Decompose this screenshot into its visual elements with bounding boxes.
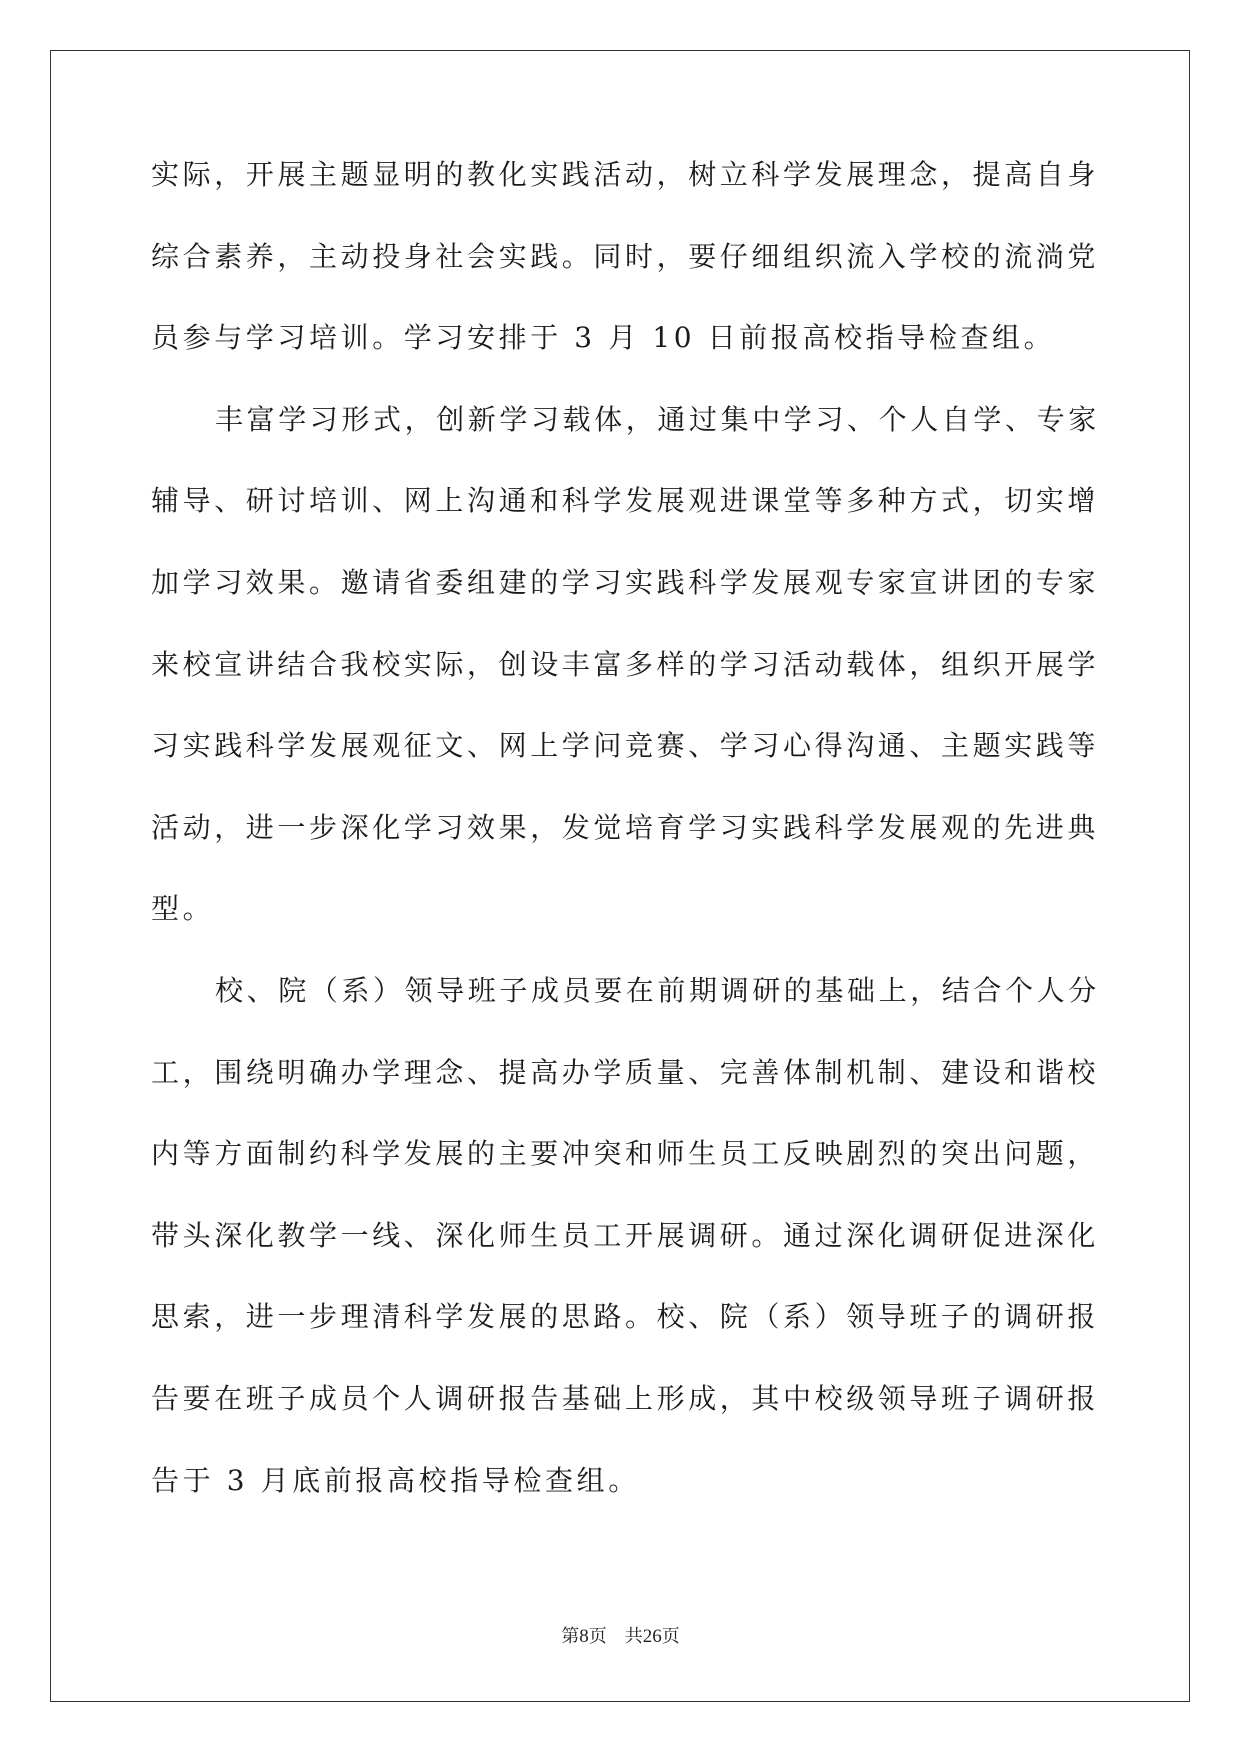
page-number: 8 — [579, 1626, 589, 1647]
text-line: 辅导、研讨培训、网上沟通和科学发展观进课堂等多种方式，切实增 — [151, 484, 1100, 518]
text-line: 实际，开展主题显明的教化实践活动，树立科学发展理念，提高自身 — [151, 158, 1100, 191]
document-body — [151, 158, 1100, 1548]
text-line: 活动，进一步深化学习效果，发觉培育学习实践科学发展观的先进典 — [151, 810, 1100, 844]
text-line: 加学习效果。邀请省委组建的学习实践科学发展观专家宣讲团的专家 — [151, 565, 1100, 599]
text-line: 习实践科学发展观征文、网上学问竞赛、学习心得沟通、主题实践等 — [151, 729, 1100, 763]
page-prefix: 第 — [561, 1626, 580, 1647]
text-line: 带头深化教学一线、深化师生员工开展调研。通过深化调研促进深化 — [151, 1218, 1100, 1252]
text-line: 告于 3 月底前报高校指导检查组。 — [151, 1463, 640, 1497]
paragraph-first-line: 丰富学习形式，创新学习载体，通过集中学习、个人自学、专家 — [215, 402, 1100, 436]
page-footer — [0, 1622, 1241, 1648]
paragraph-first-line: 校、院（系）领导班子成员要在前期调研的基础上，结合个人分 — [215, 973, 1100, 1007]
text-line: 告要在班子成员个人调研报告基础上形成，其中校级领导班子调研报 — [151, 1381, 1100, 1415]
text-line: 综合素养，主动投身社会实践。同时，要仔细组织流入学校的流淌党 — [151, 239, 1100, 273]
text-line: 员参与学习培训。学习安排于 3 月 10 日前报高校指导检查组。 — [151, 321, 1056, 355]
text-line: 来校宣讲结合我校实际，创设丰富多样的学习活动载体，组织开展学 — [151, 647, 1100, 681]
total-prefix: 共 — [624, 1626, 643, 1647]
text-line: 思索，进一步理清科学发展的思路。校、院（系）领导班子的调研报 — [151, 1300, 1100, 1334]
total-suffix: 页 — [661, 1626, 680, 1647]
page-suffix: 页 — [588, 1626, 607, 1647]
total-pages: 26 — [642, 1626, 662, 1647]
text-line: 工，围绕明确办学理念、提高办学质量、完善体制机制、建设和谐校 — [151, 1055, 1100, 1089]
text-line: 内等方面制约科学发展的主要冲突和师生员工反映剧烈的突出问题， — [151, 1137, 1100, 1171]
text-line: 型。 — [151, 892, 215, 926]
